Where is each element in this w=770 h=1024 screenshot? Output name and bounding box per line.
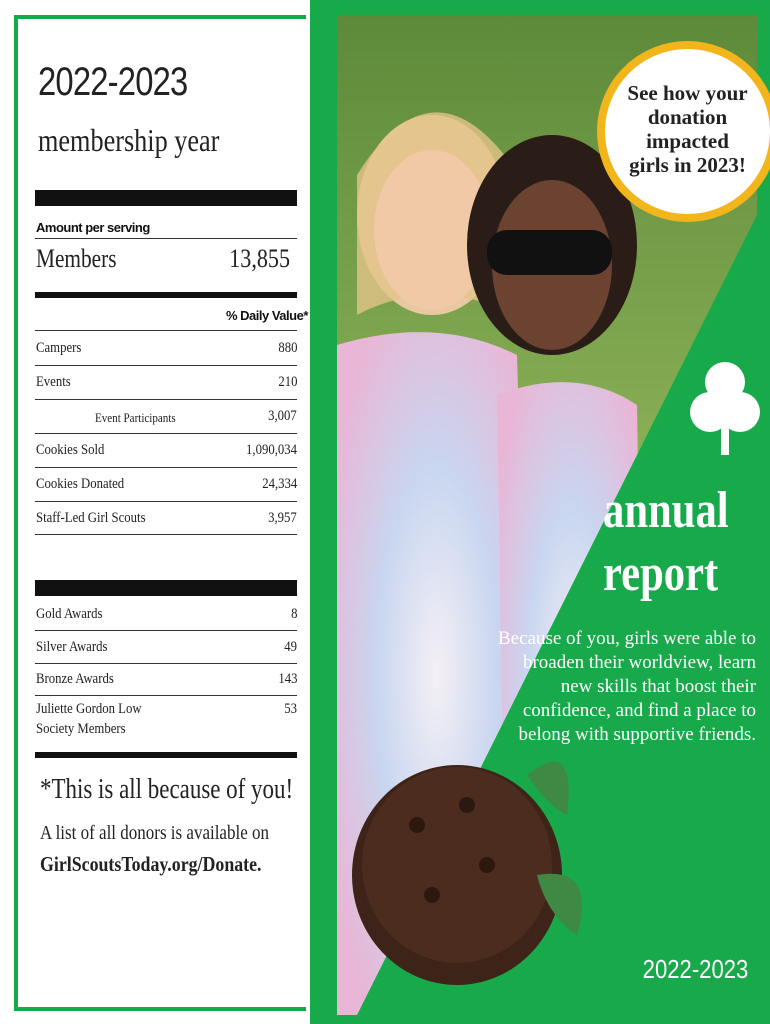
cover-title-report: report (603, 545, 719, 602)
row-value: 8 (290, 606, 297, 622)
table-row (0, 442, 297, 462)
row-label: Cookies Sold (36, 442, 105, 458)
row-label: Bronze Awards (36, 671, 114, 687)
divider (35, 467, 297, 468)
donate-link[interactable]: GirlScoutsToday.org/Donate. (40, 852, 262, 876)
row-value: 49 (284, 639, 297, 655)
table-row (0, 476, 297, 496)
membership-year-subtitle: membership year (38, 122, 220, 158)
row-label: Silver Awards (36, 639, 108, 655)
donation-callout (597, 41, 770, 222)
because-of-you: *This is all because of you! (40, 774, 294, 805)
row-value: 3,007 (268, 408, 297, 424)
callout-line: donation (647, 105, 728, 129)
row-value: 3,957 (268, 510, 297, 526)
table-row (0, 639, 297, 659)
members-value: 13,855 (229, 244, 290, 273)
cover-title-annual: annual (603, 482, 729, 539)
divider (35, 330, 297, 331)
cover-year: 2022-2023 (642, 954, 748, 984)
row-value: 210 (277, 374, 297, 390)
row-label: Event Participants (95, 410, 176, 425)
daily-value-label: % Daily Value* (226, 308, 308, 323)
divider-medium (35, 752, 297, 758)
divider (35, 663, 297, 664)
row-label: Gold Awards (36, 606, 103, 622)
callout-line: See how your (627, 81, 748, 105)
row-label: Juliette Gordon Low (36, 701, 142, 717)
row-value: 53 (284, 701, 297, 717)
donors-note: A list of all donors is available on (40, 822, 269, 844)
row-label: Events (36, 374, 71, 390)
callout-line: impacted (646, 129, 729, 153)
row-value: 1,090,034 (246, 442, 297, 458)
divider (35, 433, 297, 434)
trefoil-logo-icon (690, 360, 760, 460)
row-label: Staff-Led Girl Scouts (36, 510, 146, 526)
divider (35, 695, 297, 696)
cover-tagline: Because of you, girls were able to broaden their worldview, learn new skills that boost their confidence, and find a place to belong with supportive friends. (498, 628, 756, 745)
members-label: Members (36, 244, 117, 273)
divider (35, 630, 297, 631)
table-row (0, 408, 297, 428)
row-label: Cookies Donated (36, 476, 125, 492)
callout-line: girls in 2023! (629, 153, 746, 177)
divider-thick (35, 580, 297, 596)
divider (35, 238, 297, 239)
amount-per-serving: Amount per serving (36, 220, 150, 235)
table-row (0, 374, 297, 394)
divider-thick (35, 190, 297, 206)
row-label: Society Members (36, 721, 126, 737)
table-row (0, 701, 297, 721)
divider (35, 534, 297, 535)
row-value: 24,334 (261, 476, 297, 492)
membership-year-title: 2022-2023 (38, 60, 188, 104)
table-row (0, 671, 297, 691)
table-row-continued (0, 721, 297, 741)
divider (35, 399, 297, 400)
divider-medium (35, 292, 297, 298)
table-row (0, 510, 297, 530)
divider (35, 365, 297, 366)
row-value: 880 (277, 340, 297, 356)
row-label: Campers (36, 340, 82, 356)
table-row (0, 340, 297, 360)
divider (35, 501, 297, 502)
row-value: 143 (277, 671, 297, 687)
table-row (0, 606, 297, 626)
